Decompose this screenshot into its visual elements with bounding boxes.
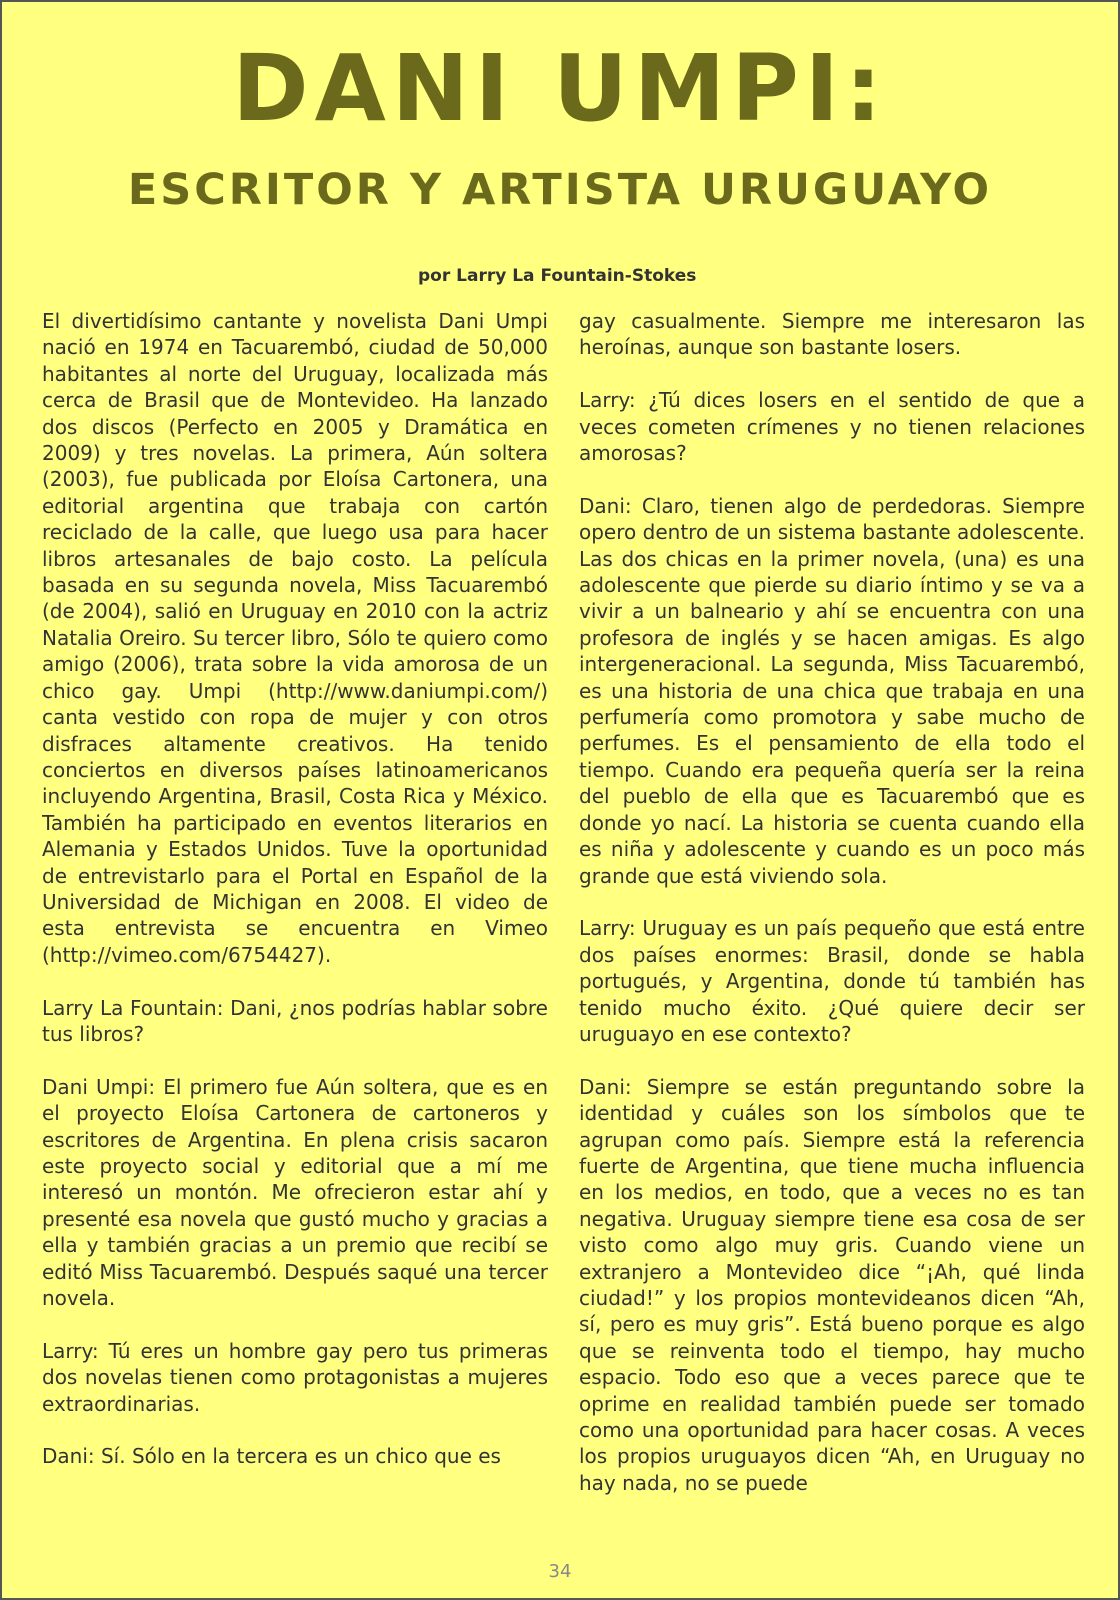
article-byline: por Larry La Fountain-Stokes <box>418 266 697 286</box>
paragraph-answer-books: Dani Umpi: El primero fue Aún soltera, que es en el proyecto Eloísa Cartonera de cartoneros y escritores de Argentina. En plena crisis sacaron este proyecto social y editorial que a mí me interesó un montón. Me ofrecieron estar ahí y presenté esa novela que gustó mucho y gracias a ella y también gracias a un premio que recibí se editó Miss Tacuarembó. Después saqué una tercer novela. <box>42 1074 548 1310</box>
right-column <box>579 308 1085 1554</box>
paragraph-question-protagonists: Larry: Tú eres un hombre gay pero tus primeras dos novelas tienen como protagonistas a mujeres extraordinarias. <box>42 1338 548 1416</box>
article-title: DANI UMPI: <box>232 35 888 142</box>
paragraph-intro: El divertidísimo cantante y novelista Dani Umpi nació en 1974 en Tacuarembó, ciudad de 50,000 habitantes al norte del Uruguay, localizada más cerca de Brasil que de Montevideo. Ha lanzado dos discos (Perfecto en 2005 y Dramática en 2009) y tres novelas. La primera, Aún soltera (2003), fue publicada por Eloísa Cartonera, una editorial argentina que trabaja con cartón reciclado de la calle, que luego usa para hacer libros artesanales de bajo costo. La película basada en su segunda novela, Miss Tacuarembó (de 2004), salió en Uruguay en 2010 con la actriz Natalia Oreiro. Su tercer libro, Sólo te quiero como amigo (2006), trata sobre la vida amorosa de un chico gay. Umpi (http://www.daniumpi.com/) canta vestido con ropa de mujer y con otros disfraces altamente creativos. Ha tenido conciertos en diversos países latinoamericanos incluyendo Argentina, Brasil, Costa Rica y México. También ha participado en eventos literarios en Alemania y Estados Unidos. Tuve la oportunidad de entrevistarlo para el Portal en Español de la Universidad de Michigan en 2008. El video de esta entrevista se encuentra en Vimeo (http://vimeo.com/6754427). <box>42 309 548 967</box>
paragraph-answer-uruguay: Dani: Siempre se están preguntando sobre la identidad y cuáles son los símbolos que te agrupan como país. Siempre está la referencia fuerte de Argentina, que tiene mucha influencia en los medios, en todo, que a veces no es tan negativa. Uruguay siempre tiene esa cosa de ser visto como algo muy gris. Cuando viene un extranjero a Montevideo dice “¡Ah, qué linda ciudad!” y los propios montevideanos dicen “Ah, sí, pero es muy gris”. Está bueno porque es algo que se reinventa todo el tiempo, hay mucho espacio. Todo eso que a veces parece que te oprime en realidad también puede ser tomado como una oportunidad para hacer cosas. A veces los propios uruguayos dicen “Ah, en Uruguay no hay nada, no se puede <box>579 1074 1085 1495</box>
paragraph-answer-third-novel: Dani: Sí. Sólo en la tercera es un chico que es <box>42 1444 501 1469</box>
page-number: 34 <box>548 1561 572 1582</box>
paragraph-question-losers: Larry: ¿Tú dices losers en el sentido de que a veces cometen crímenes y no tienen relaciones amorosas? <box>579 388 1085 466</box>
article-subtitle: ESCRITOR Y ARTISTA URUGUAYO <box>127 165 993 215</box>
paragraph-question-uruguay: Larry: Uruguay es un país pequeño que está entre dos países enormes: Brasil, donde se habla portugués, y Argentina, donde tú también has tenido mucho éxito. ¿Qué quiere decir ser uruguayo en ese contexto? <box>579 916 1085 1046</box>
paragraph-question-books: Larry La Fountain: Dani, ¿nos podrías hablar sobre tus libros? <box>42 995 548 1046</box>
paragraph-answer-heroines: gay casualmente. Siempre me interesaron las heroínas, aunque son bastante losers. <box>579 309 1085 360</box>
paragraph-answer-losers: Dani: Claro, tienen algo de perdedoras. Siempre opero dentro de un sistema bastante adolescente. Las dos chicas en la primer novela, (una) es una adolescente que pierde su diario íntimo y se va a vivir a un balneario y ahí se encuentra con una profesora de inglés y se hacen amigas. Es algo intergeneracional. La segunda, Miss Tacuarembó, es una historia de una chica que trabaja en una perfumería como promotora y sabe mucho de perfumes. Es el pensamiento de ella todo el tiempo. Cuando era pequeña quería ser la reina del pueblo de ella que es Tacuarembó que es donde yo nací. La historia se cuenta cuando ella es niña y adolescente y cuando es un poco más grande que está viviendo sola. <box>579 493 1085 888</box>
left-column <box>42 308 548 1554</box>
